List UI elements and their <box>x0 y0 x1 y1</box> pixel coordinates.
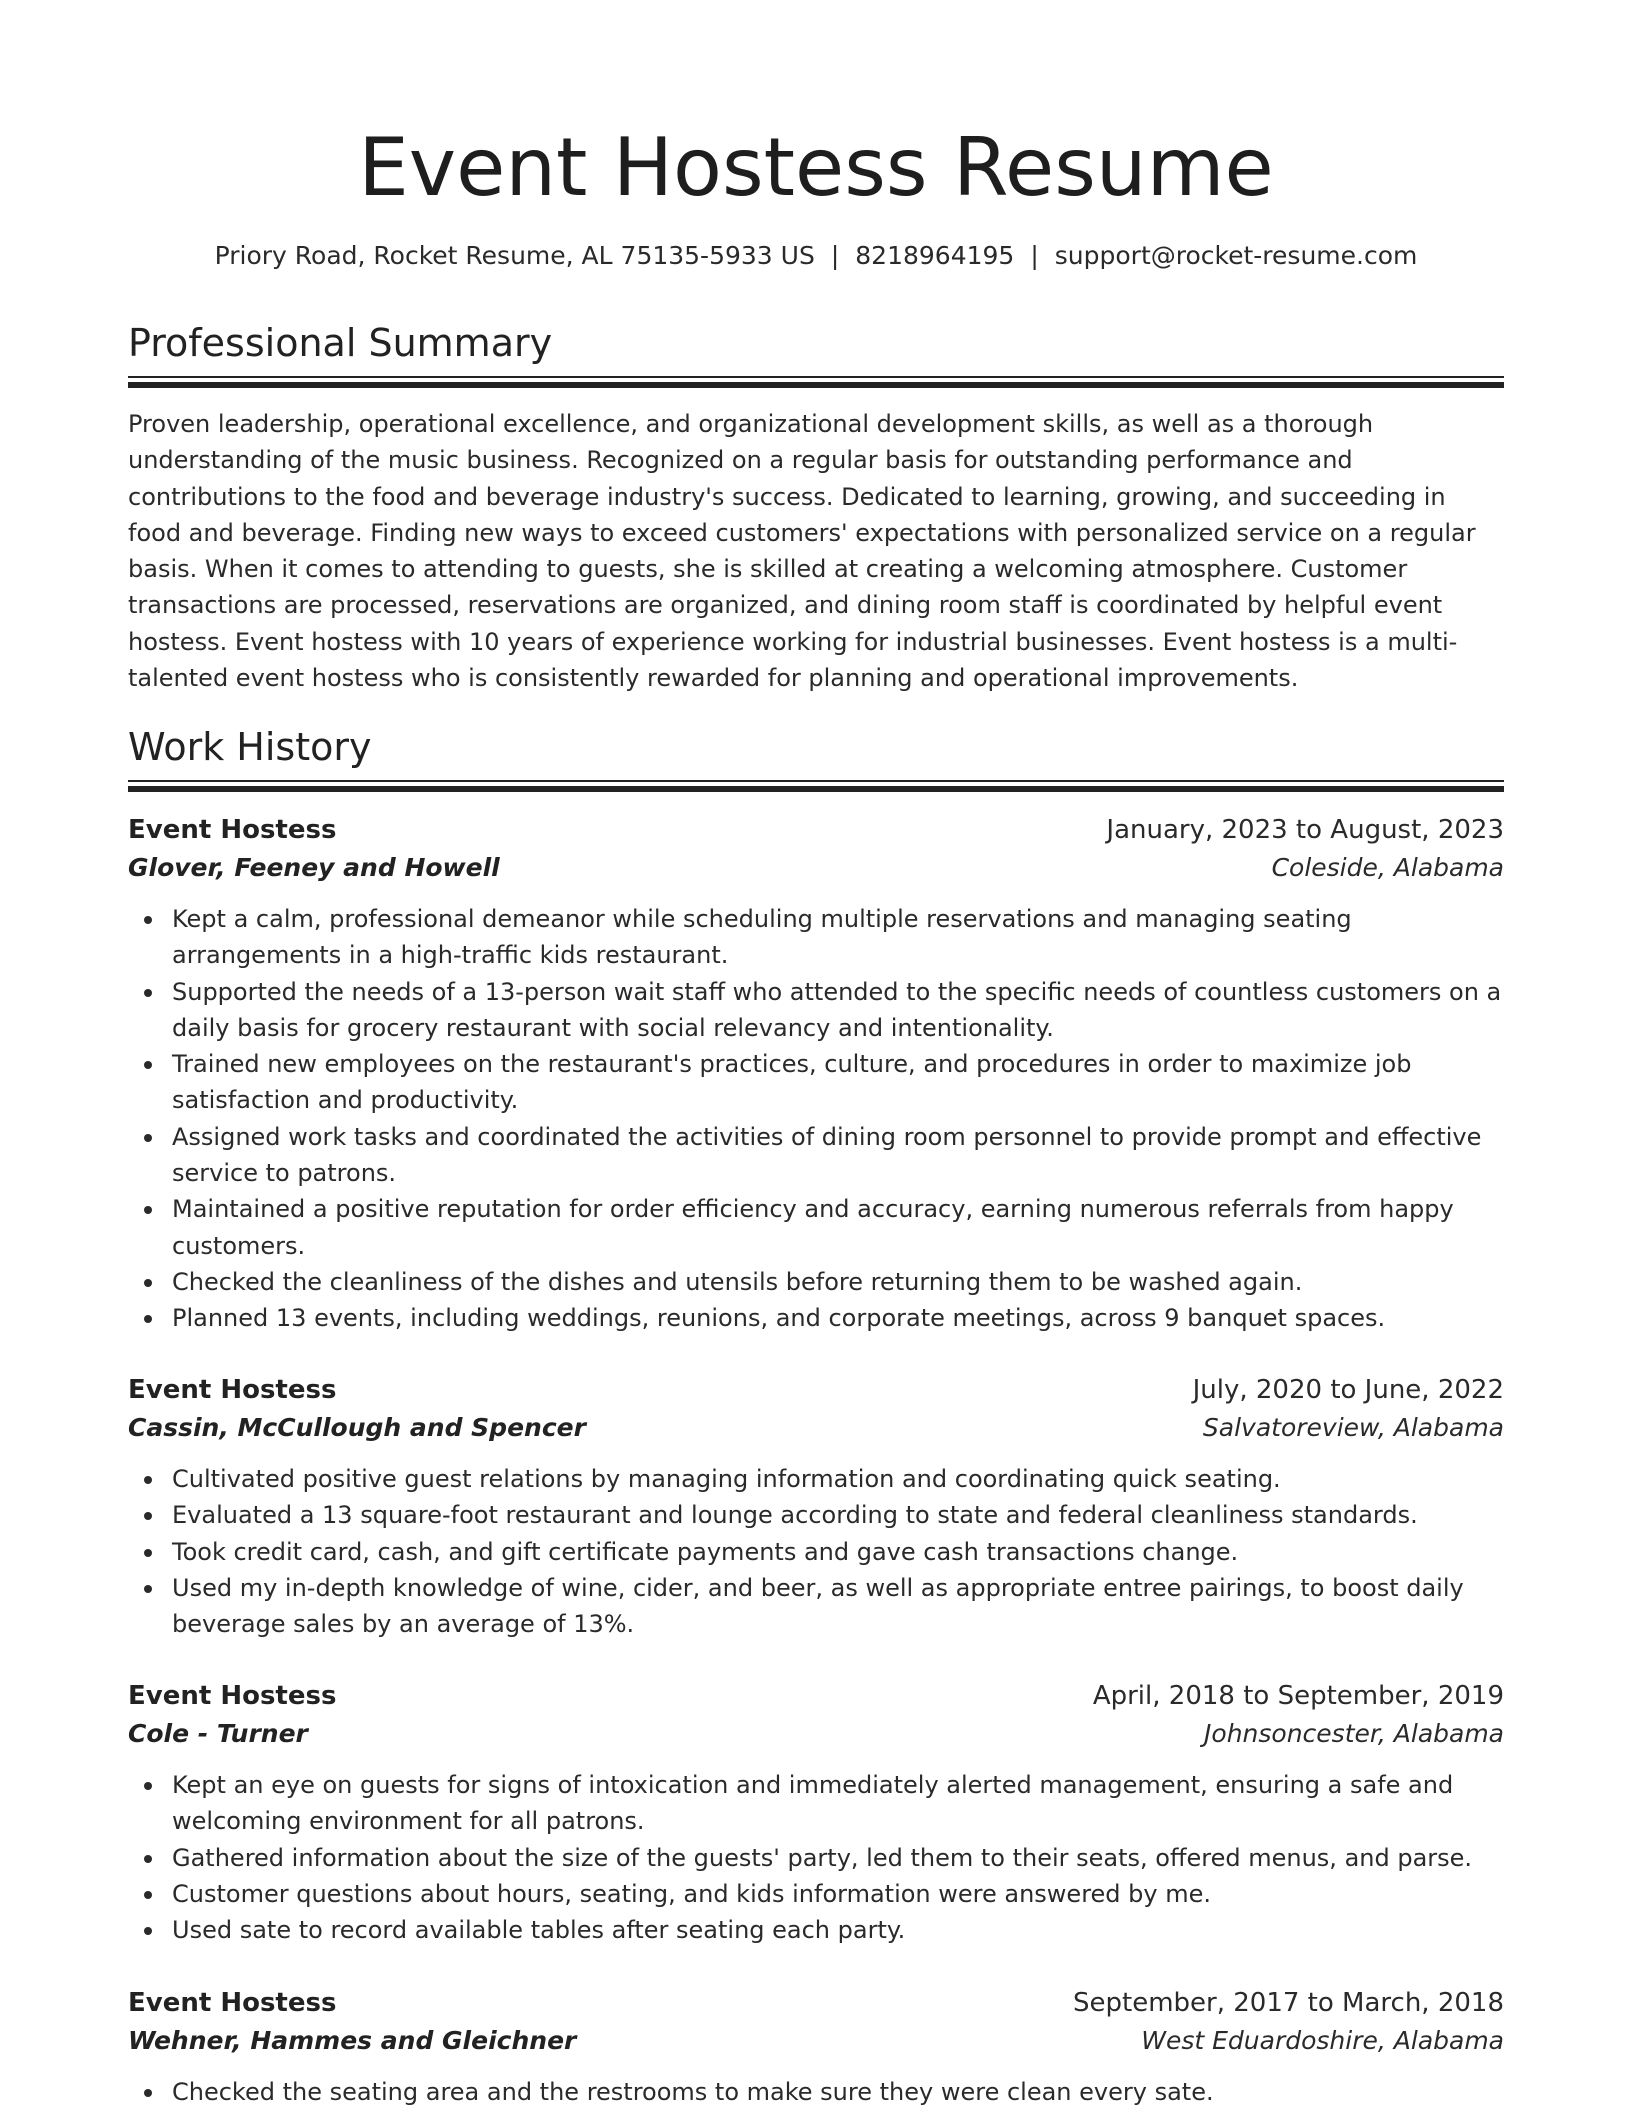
job-company: Wehner, Hammes and Gleichner <box>128 2026 577 2055</box>
job-bullets <box>128 2074 1504 2110</box>
job-location: Coleside, Alabama <box>1271 853 1504 882</box>
job-entry <box>128 1371 1504 1642</box>
job-bullet: Checked the cleanliness of the dishes and utensils before returning them to be washed again. <box>128 1264 1504 1300</box>
job-location: West Eduardoshire, Alabama <box>1141 2026 1504 2055</box>
work-history-heading: Work History <box>128 725 372 769</box>
job-bullet: Supported the needs of a 13-person wait staff who attended to the specific needs of countless customers on a daily basis for grocery restaurant with social relevancy and intentionality. <box>128 974 1504 1047</box>
job-subheader <box>128 849 1504 887</box>
job-subheader <box>128 1409 1504 1447</box>
job-title: Event Hostess <box>128 1681 337 1711</box>
job-subheader <box>128 1715 1504 1753</box>
job-bullets <box>128 1461 1504 1642</box>
work-history-divider <box>128 780 1504 792</box>
job-location: Salvatoreview, Alabama <box>1202 1413 1504 1442</box>
job-bullet: Took credit card, cash, and gift certificate payments and gave cash transactions change. <box>128 1534 1504 1570</box>
summary-divider <box>128 376 1504 388</box>
email: support@rocket-resume.com <box>1054 241 1418 270</box>
contact-line <box>128 238 1504 274</box>
job-title: Event Hostess <box>128 1988 337 2018</box>
job-bullet: Used sate to record available tables after seating each party. <box>128 1912 1504 1948</box>
job-entry <box>128 1677 1504 1948</box>
job-dates: July, 2020 to June, 2022 <box>1192 1375 1504 1405</box>
contact-separator: | <box>830 241 840 270</box>
job-company: Glover, Feeney and Howell <box>128 853 500 882</box>
job-header <box>128 1677 1504 1715</box>
job-entry <box>128 1984 1504 2110</box>
job-bullet: Checked the seating area and the restrooms to make sure they were clean every sate. <box>128 2074 1504 2110</box>
job-bullet: Evaluated a 13 square-foot restaurant and lounge according to state and federal cleanliness standards. <box>128 1497 1504 1533</box>
job-subheader <box>128 2022 1504 2060</box>
job-bullet: Planned 13 events, including weddings, reunions, and corporate meetings, across 9 banquet spaces. <box>128 1300 1504 1336</box>
job-dates: September, 2017 to March, 2018 <box>1073 1988 1504 2018</box>
resume-title: Event Hostess Resume <box>358 121 1274 214</box>
job-entry <box>128 811 1504 1337</box>
job-bullets <box>128 901 1504 1337</box>
summary-text: Proven leadership, operational excellence, and organizational development skills, as well as a thorough understanding of the music business. Recognized on a regular basis for outstanding performance and contributions to the food and beverage industry's success. Dedicated to learning, growing, and succeeding in food and beverage. Finding new ways to exceed customers' expectations with personalized service on a regular basis. When it comes to attending to guests, she is skilled at creating a welcoming atmosphere. Customer transactions are processed, reservations are organized, and dining room staff is coordinated by helpful event hostess. Event hostess with 10 years of experience working for industrial businesses. Event hostess is a multi-talented event hostess who is consistently rewarded for planning and operational improvements. <box>128 410 1476 693</box>
phone: 8218964195 <box>855 241 1015 270</box>
job-bullet: Trained new employees on the restaurant's practices, culture, and procedures in order to maximize job satisfaction and productivity. <box>128 1046 1504 1119</box>
job-bullet: Used my in-depth knowledge of wine, cider, and beer, as well as appropriate entree pairings, to boost daily beverage sales by an average of 13%. <box>128 1570 1504 1643</box>
job-company: Cassin, McCullough and Spencer <box>128 1413 586 1442</box>
job-dates: January, 2023 to August, 2023 <box>1106 815 1504 845</box>
job-bullet: Assigned work tasks and coordinated the activities of dining room personnel to provide prompt and effective service to patrons. <box>128 1119 1504 1192</box>
job-bullet: Maintained a positive reputation for order efficiency and accuracy, earning numerous referrals from happy customers. <box>128 1191 1504 1264</box>
contact-separator: | <box>1030 241 1039 270</box>
job-bullets <box>128 1767 1504 1948</box>
job-header <box>128 811 1504 849</box>
job-bullet: Kept a calm, professional demeanor while scheduling multiple reservations and managing seating arrangements in a high-traffic kids restaurant. <box>128 901 1504 974</box>
job-header <box>128 1371 1504 1409</box>
job-header <box>128 1984 1504 2022</box>
job-bullet: Gathered information about the size of the guests' party, led them to their seats, offered menus, and parse. <box>128 1840 1504 1876</box>
job-title: Event Hostess <box>128 1375 337 1405</box>
summary-heading: Professional Summary <box>128 321 553 365</box>
job-company: Cole - Turner <box>128 1719 308 1748</box>
job-location: Johnsoncester, Alabama <box>1204 1719 1504 1748</box>
job-title: Event Hostess <box>128 815 337 845</box>
job-bullet: Cultivated positive guest relations by managing information and coordinating quick seating. <box>128 1461 1504 1497</box>
job-dates: April, 2018 to September, 2019 <box>1092 1681 1504 1711</box>
job-bullet: Kept an eye on guests for signs of intoxication and immediately alerted management, ensuring a safe and welcoming environment for all patrons. <box>128 1767 1504 1840</box>
job-bullet: Customer questions about hours, seating, and kids information were answered by me. <box>128 1876 1504 1912</box>
address: Priory Road, Rocket Resume, AL 75135-5933 US <box>214 241 815 270</box>
